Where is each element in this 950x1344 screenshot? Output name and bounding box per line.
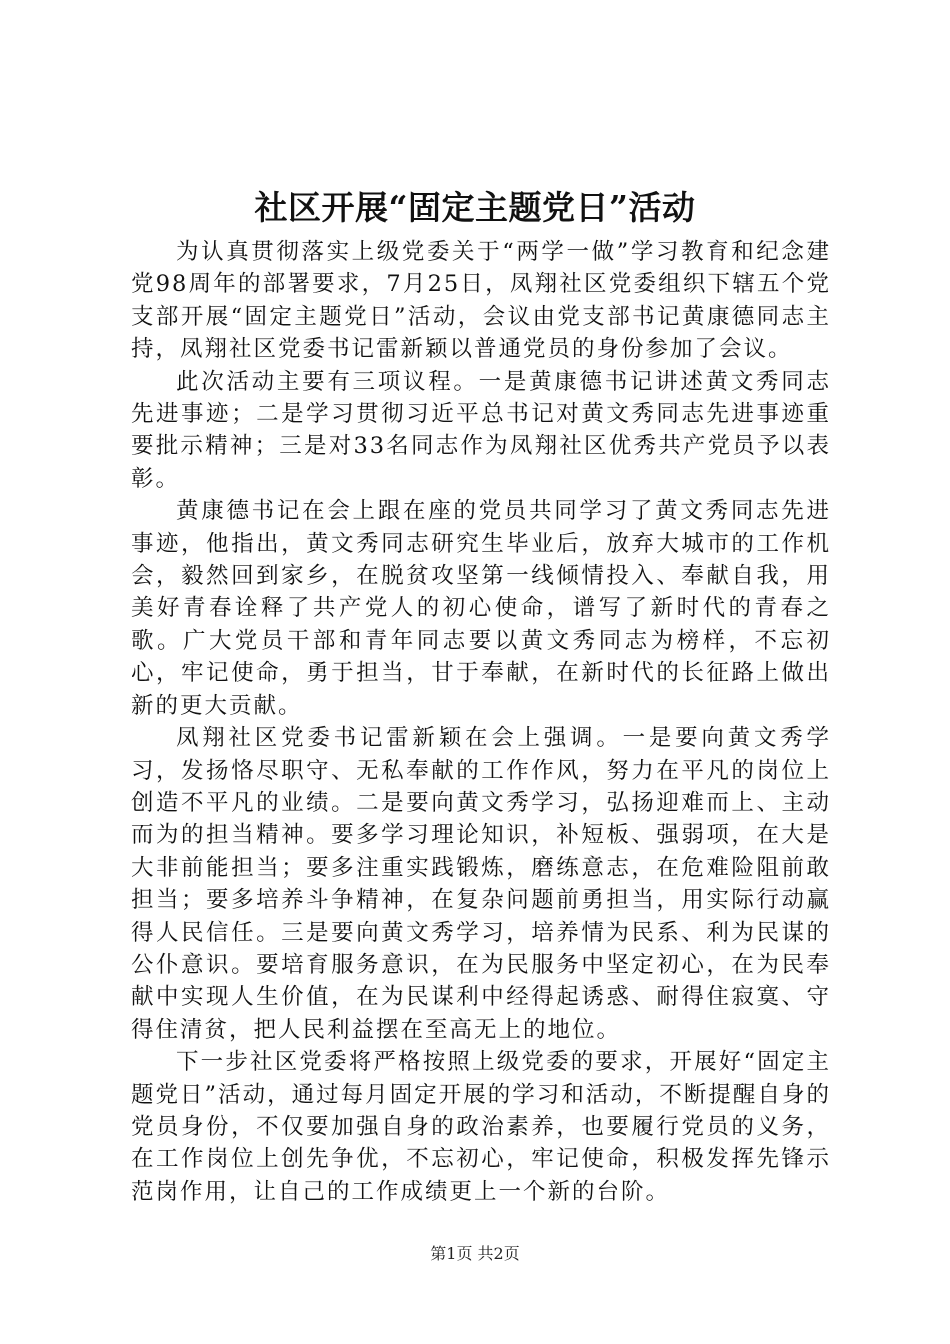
paragraph-5: 下一步社区党委将严格按照上级党委的要求，开展好“固定主题党日”活动，通过每月固定开展的学习和活动，不断提醒自身的党员身份，不仅要加强自身的政治素养，也要履行党员的义务，在工作岗位上创先争优，不忘初心，牢记使命，积极发挥先锋示范岗作用，让自己的工作成绩更上一个新的台阶。 — [131, 1049, 831, 1205]
paragraph-3: 黄康德书记在会上跟在座的党员共同学习了黄文秀同志先进事迹，他指出，黄文秀同志研究生毕业后，放弃大城市的工作机会，毅然回到家乡，在脱贫攻坚第一线倾情投入、奉献自我，用美好青春诠释了共产党人的初心使命，谱写了新时代的青春之歌。广大党员干部和青年同志要以黄文秀同志为榜样，不忘初心，牢记使命，勇于担当，甘于奉献，在新时代的长征路上做出新的更大贡献。 — [131, 498, 831, 719]
document-body — [131, 236, 831, 1208]
page-number-footer: 第1页 共2页 — [430, 1244, 520, 1263]
paragraph-4: 凤翔社区党委书记雷新颖在会上强调。一是要向黄文秀学习，发扬恪尽职守、无私奉献的工作作风，努力在平凡的岗位上创造不平凡的业绩。二是要向黄文秀学习，弘扬迎难而上、主动而为的担当精神。要多学习理论知识，补短板、强弱项，在大是大非前能担当；要多注重实践锻炼，磨练意志，在危难险阻前敢担当；要多培养斗争精神，在复杂问题前勇担当，用实际行动赢得人民信任。三是要向黄文秀学习，培养情为民系、利为民谋的公仆意识。要培育服务意识，在为民服务中坚定初心，在为民奉献中实现人生价值，在为民谋利中经得起诱惑、耐得住寂寞、守得住清贫，把人民利益摆在至高无上的地位。 — [131, 725, 831, 1043]
paragraph-1: 为认真贯彻落实上级党委关于“两学一做”学习教育和纪念建党98周年的部署要求，7月25日，凤翔社区党委组织下辖五个党支部开展“固定主题党日”活动，会议由党支部书记黄康德同志主持，凤翔社区党委书记雷新颖以普通党员的身份参加了会议。 — [131, 239, 831, 363]
paragraph-2: 此次活动主要有三项议程。一是黄康德书记讲述黄文秀同志先进事迹；二是学习贯彻习近平总书记对黄文秀同志先进事迹重要批示精神；三是对33名同志作为凤翔社区优秀共产党员予以表彰。 — [131, 368, 831, 492]
document-title: 社区开展“固定主题党日”活动 — [254, 188, 696, 227]
